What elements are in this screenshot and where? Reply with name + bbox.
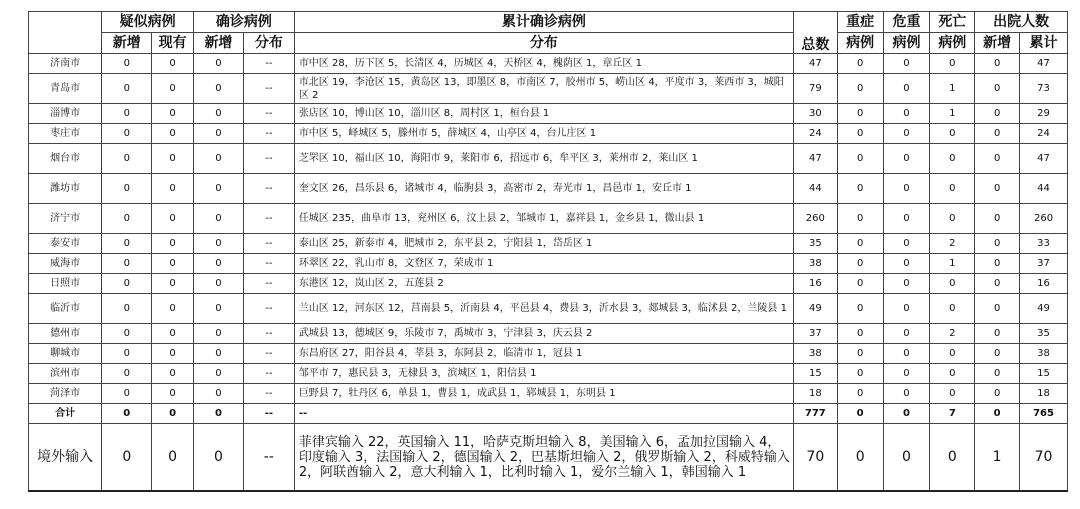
header-discharged-total: 累计: [1020, 33, 1068, 54]
table-row: [29, 324, 1068, 344]
row-severe: 0: [837, 124, 883, 144]
row-severe: 0: [837, 404, 883, 424]
row-total: 44: [793, 174, 837, 204]
row-suspected-new: 0: [102, 54, 152, 74]
row-critical: 0: [883, 54, 930, 74]
row-death: 1: [930, 254, 975, 274]
row-confirmed-distribution: --: [243, 54, 294, 74]
row-death: 0: [930, 384, 975, 404]
row-suspected-new: 0: [102, 384, 152, 404]
row-discharged-new: 0: [975, 124, 1020, 144]
row-severe: 0: [837, 324, 883, 344]
row-severe: 0: [837, 274, 883, 294]
row-severe: 0: [837, 254, 883, 274]
row-confirmed-new: 0: [193, 274, 243, 294]
row-suspected-new: 0: [102, 404, 152, 424]
row-suspected-new: 0: [102, 294, 152, 324]
row-confirmed-new: 0: [193, 234, 243, 254]
row-discharged-total: 37: [1020, 254, 1068, 274]
row-region: 潍坊市: [29, 174, 102, 204]
table-row: [29, 104, 1068, 124]
row-critical: 0: [883, 104, 930, 124]
row-total: 79: [793, 74, 837, 104]
row-suspected-current: 0: [152, 104, 194, 124]
header-severe: 重症: [837, 12, 883, 33]
header-row-top: [29, 12, 1068, 33]
row-total: 47: [793, 54, 837, 74]
row-severe: 0: [837, 344, 883, 364]
row-total: 18: [793, 384, 837, 404]
row-discharged-total: 16: [1020, 274, 1068, 294]
row-discharged-new: 0: [975, 204, 1020, 234]
table-row: [29, 204, 1068, 234]
row-cumulative-distribution: 市中区 5，峄城区 5，滕州市 5，薛城区 4，山亭区 4，台儿庄区 1: [294, 124, 793, 144]
row-confirmed-new: 0: [193, 124, 243, 144]
row-total: 35: [793, 234, 837, 254]
row-region: 青岛市: [29, 74, 102, 104]
table-row: [29, 144, 1068, 174]
row-total: 49: [793, 294, 837, 324]
row-suspected-new: 0: [102, 144, 152, 174]
row-confirmed-new: 0: [193, 144, 243, 174]
row-critical: 0: [883, 424, 930, 492]
row-discharged-total: 33: [1020, 234, 1068, 254]
row-death: 0: [930, 144, 975, 174]
header-cumulative-distribution: 分布: [294, 33, 793, 54]
row-confirmed-new: 0: [193, 364, 243, 384]
row-death: 0: [930, 424, 975, 492]
row-suspected-new: 0: [102, 254, 152, 274]
row-discharged-total: 47: [1020, 144, 1068, 174]
row-confirmed-new: 0: [193, 74, 243, 104]
row-total: 16: [793, 274, 837, 294]
row-confirmed-new: 0: [193, 174, 243, 204]
row-cumulative-distribution: 奎文区 26，昌乐县 6，诸城市 4，临朐县 3，高密市 2，寿光市 1，昌邑市 1，安丘市 1: [294, 174, 793, 204]
row-confirmed-new: 0: [193, 324, 243, 344]
row-total: 24: [793, 124, 837, 144]
header-suspected-new: 新增: [102, 33, 152, 54]
row-discharged-new: 0: [975, 364, 1020, 384]
row-death: 1: [930, 104, 975, 124]
row-suspected-new: 0: [102, 424, 152, 492]
case-statistics-table: [28, 11, 1068, 492]
foreign-import-row: [29, 424, 1068, 492]
row-region: 日照市: [29, 274, 102, 294]
row-suspected-current: 0: [152, 204, 194, 234]
table-row: [29, 124, 1068, 144]
row-confirmed-distribution: --: [243, 364, 294, 384]
row-severe: 0: [837, 204, 883, 234]
row-discharged-new: 0: [975, 144, 1020, 174]
row-discharged-total: 47: [1020, 54, 1068, 74]
row-suspected-current: 0: [152, 344, 194, 364]
row-critical: 0: [883, 364, 930, 384]
table-row: [29, 364, 1068, 384]
row-region: 菏泽市: [29, 384, 102, 404]
row-death: 2: [930, 324, 975, 344]
row-critical: 0: [883, 324, 930, 344]
row-severe: 0: [837, 384, 883, 404]
header-confirmed-new: 新增: [193, 33, 243, 54]
row-region: 临沂市: [29, 294, 102, 324]
row-critical: 0: [883, 124, 930, 144]
row-confirmed-distribution: --: [243, 234, 294, 254]
row-confirmed-new: 0: [193, 104, 243, 124]
row-confirmed-distribution: --: [243, 124, 294, 144]
header-confirmed: 确诊病例: [193, 12, 294, 33]
row-death: 2: [930, 234, 975, 254]
row-confirmed-distribution: --: [243, 424, 294, 492]
row-discharged-new: 0: [975, 294, 1020, 324]
row-cumulative-distribution: 兰山区 12，河东区 12，莒南县 5，沂南县 4，平邑县 4，费县 3，沂水县 3，郯城县 3，临沭县 2，兰陵县 1: [294, 294, 793, 324]
row-total: 30: [793, 104, 837, 124]
row-region: 泰安市: [29, 234, 102, 254]
row-confirmed-distribution: --: [243, 144, 294, 174]
row-cumulative-distribution: 市中区 28，历下区 5，长清区 4，历城区 4，天桥区 4，槐荫区 1，章丘区 1: [294, 54, 793, 74]
row-discharged-new: 0: [975, 104, 1020, 124]
row-cumulative-distribution: 东港区 12，岚山区 2，五莲县 2: [294, 274, 793, 294]
row-suspected-current: 0: [152, 404, 194, 424]
row-death: 1: [930, 74, 975, 104]
row-suspected-new: 0: [102, 324, 152, 344]
row-region: 济南市: [29, 54, 102, 74]
row-death: 0: [930, 124, 975, 144]
row-suspected-current: 0: [152, 324, 194, 344]
row-discharged-new: 0: [975, 234, 1020, 254]
row-suspected-current: 0: [152, 294, 194, 324]
row-region: 聊城市: [29, 344, 102, 364]
table-row: [29, 54, 1068, 74]
row-confirmed-distribution: --: [243, 174, 294, 204]
row-suspected-current: 0: [152, 234, 194, 254]
row-cumulative-distribution: 邹平市 7，惠民县 3，无棣县 3，滨城区 1，阳信县 1: [294, 364, 793, 384]
row-total: 260: [793, 204, 837, 234]
header-confirmed-distribution: 分布: [243, 33, 294, 54]
table-row: [29, 344, 1068, 364]
row-discharged-new: 0: [975, 274, 1020, 294]
row-suspected-current: 0: [152, 424, 194, 492]
header-critical-cases: 病例: [883, 33, 930, 54]
row-suspected-current: 0: [152, 174, 194, 204]
row-confirmed-new: 0: [193, 204, 243, 234]
row-confirmed-new: 0: [193, 384, 243, 404]
header-total: 总数: [793, 12, 837, 54]
total-row: [29, 404, 1068, 424]
row-suspected-new: 0: [102, 74, 152, 104]
row-cumulative-distribution: 任城区 235，曲阜市 13，兖州区 6，汶上县 2，邹城市 1，嘉祥县 1，金乡县 1，微山县 1: [294, 204, 793, 234]
row-critical: 0: [883, 384, 930, 404]
header-suspected: 疑似病例: [102, 12, 194, 33]
row-cumulative-distribution: 东昌府区 27，阳谷县 4，莘县 3，东阿县 2，临清市 1，冠县 1: [294, 344, 793, 364]
row-confirmed-distribution: --: [243, 344, 294, 364]
row-confirmed-new: 0: [193, 344, 243, 364]
row-discharged-total: 765: [1020, 404, 1068, 424]
row-critical: 0: [883, 174, 930, 204]
row-cumulative-distribution: --: [294, 404, 793, 424]
row-discharged-total: 18: [1020, 384, 1068, 404]
row-discharged-total: 24: [1020, 124, 1068, 144]
row-discharged-total: 49: [1020, 294, 1068, 324]
row-suspected-current: 0: [152, 384, 194, 404]
row-severe: 0: [837, 294, 883, 324]
row-confirmed-new: 0: [193, 54, 243, 74]
row-confirmed-new: 0: [193, 404, 243, 424]
row-region: 烟台市: [29, 144, 102, 174]
row-cumulative-distribution: 市北区 19，李沧区 15，黄岛区 13，即墨区 8，市南区 7，胶州市 5，崂山区 4，平度市 3，莱西市 3，城阳区 2: [294, 74, 793, 104]
table-row: [29, 174, 1068, 204]
row-severe: 0: [837, 74, 883, 104]
table-row: [29, 294, 1068, 324]
header-critical: 危重: [883, 12, 930, 33]
row-confirmed-distribution: --: [243, 274, 294, 294]
row-discharged-new: 0: [975, 324, 1020, 344]
row-total: 777: [793, 404, 837, 424]
row-confirmed-distribution: --: [243, 74, 294, 104]
row-confirmed-distribution: --: [243, 204, 294, 234]
row-confirmed-distribution: --: [243, 254, 294, 274]
row-discharged-new: 0: [975, 384, 1020, 404]
row-cumulative-distribution: 环翠区 22，乳山市 8，文登区 7，荣成市 1: [294, 254, 793, 274]
row-confirmed-distribution: --: [243, 404, 294, 424]
row-severe: 0: [837, 144, 883, 174]
row-critical: 0: [883, 144, 930, 174]
row-severe: 0: [837, 424, 883, 492]
row-confirmed-distribution: --: [243, 384, 294, 404]
row-region: 枣庄市: [29, 124, 102, 144]
header-death: 死亡: [930, 12, 975, 33]
row-suspected-new: 0: [102, 174, 152, 204]
row-suspected-current: 0: [152, 274, 194, 294]
row-discharged-total: 35: [1020, 324, 1068, 344]
row-suspected-current: 0: [152, 254, 194, 274]
row-confirmed-distribution: --: [243, 294, 294, 324]
table-row: [29, 384, 1068, 404]
row-total: 37: [793, 324, 837, 344]
row-total: 70: [793, 424, 837, 492]
row-discharged-total: 15: [1020, 364, 1068, 384]
row-cumulative-distribution: 武城县 13，德城区 9，乐陵市 7，禹城市 3，宁津县 3，庆云县 2: [294, 324, 793, 344]
row-critical: 0: [883, 294, 930, 324]
row-critical: 0: [883, 404, 930, 424]
header-discharged-new: 新增: [975, 33, 1020, 54]
row-discharged-new: 0: [975, 254, 1020, 274]
row-suspected-new: 0: [102, 124, 152, 144]
row-discharged-total: 70: [1020, 424, 1068, 492]
row-cumulative-distribution: 巨野县 7，牡丹区 6，单县 1，曹县 1，成武县 1，郓城县 1，东明县 1: [294, 384, 793, 404]
row-cumulative-distribution: 菲律宾输入 22，英国输入 11，哈萨克斯坦输入 8，美国输入 6，孟加拉国输入 4，印度输入 3，法国输入 2，德国输入 2，巴基斯坦输入 2，俄罗斯输入 2，科威特输入 2，阿联酋输入 2，意大利输入 1，比利时输入 1，爱尔兰输入 1，韩国输入 1: [294, 424, 793, 492]
row-discharged-new: 1: [975, 424, 1020, 492]
row-suspected-new: 0: [102, 344, 152, 364]
table-header: [29, 12, 1068, 54]
row-region: 威海市: [29, 254, 102, 274]
row-total: 15: [793, 364, 837, 384]
row-suspected-new: 0: [102, 274, 152, 294]
row-discharged-total: 38: [1020, 344, 1068, 364]
row-critical: 0: [883, 74, 930, 104]
row-region: 境外输入: [29, 424, 102, 492]
row-discharged-new: 0: [975, 74, 1020, 104]
row-region: 淄博市: [29, 104, 102, 124]
row-confirmed-new: 0: [193, 254, 243, 274]
row-total: 47: [793, 144, 837, 174]
table-row: [29, 234, 1068, 254]
row-discharged-total: 260: [1020, 204, 1068, 234]
row-suspected-new: 0: [102, 204, 152, 234]
row-suspected-current: 0: [152, 74, 194, 104]
row-confirmed-distribution: --: [243, 324, 294, 344]
row-severe: 0: [837, 364, 883, 384]
row-total: 38: [793, 344, 837, 364]
row-death: 0: [930, 274, 975, 294]
table-row: [29, 274, 1068, 294]
row-death: 0: [930, 364, 975, 384]
row-critical: 0: [883, 254, 930, 274]
row-region: 德州市: [29, 324, 102, 344]
row-total: 38: [793, 254, 837, 274]
header-region-blank: [29, 12, 102, 54]
row-discharged-new: 0: [975, 404, 1020, 424]
row-death: 0: [930, 54, 975, 74]
row-critical: 0: [883, 234, 930, 254]
row-death: 0: [930, 294, 975, 324]
row-confirmed-new: 0: [193, 294, 243, 324]
row-severe: 0: [837, 104, 883, 124]
row-discharged-new: 0: [975, 54, 1020, 74]
row-critical: 0: [883, 344, 930, 364]
header-discharged: 出院人数: [975, 12, 1068, 33]
row-suspected-current: 0: [152, 124, 194, 144]
row-discharged-total: 44: [1020, 174, 1068, 204]
header-row-sub: [29, 33, 1068, 54]
row-suspected-new: 0: [102, 234, 152, 254]
row-cumulative-distribution: 张店区 10，博山区 10，淄川区 8，周村区 1，桓台县 1: [294, 104, 793, 124]
row-suspected-current: 0: [152, 54, 194, 74]
row-region: 滨州市: [29, 364, 102, 384]
row-severe: 0: [837, 174, 883, 204]
row-region: 合计: [29, 404, 102, 424]
row-discharged-total: 73: [1020, 74, 1068, 104]
row-severe: 0: [837, 234, 883, 254]
row-death: 7: [930, 404, 975, 424]
report-table-container: [28, 11, 1068, 492]
row-suspected-current: 0: [152, 144, 194, 174]
header-severe-cases: 病例: [837, 33, 883, 54]
row-death: 0: [930, 204, 975, 234]
row-suspected-new: 0: [102, 364, 152, 384]
table-body: [29, 54, 1068, 492]
header-death-cases: 病例: [930, 33, 975, 54]
row-cumulative-distribution: 泰山区 25，新泰市 4，肥城市 2，东平县 2，宁阳县 1，岱岳区 1: [294, 234, 793, 254]
table-row: [29, 74, 1068, 104]
row-severe: 0: [837, 54, 883, 74]
table-row: [29, 254, 1068, 274]
row-discharged-new: 0: [975, 174, 1020, 204]
row-critical: 0: [883, 204, 930, 234]
row-suspected-new: 0: [102, 104, 152, 124]
row-cumulative-distribution: 芝罘区 10，福山区 10，海阳市 9，莱阳市 6，招远市 6，牟平区 3，莱州市 2，莱山区 1: [294, 144, 793, 174]
row-region: 济宁市: [29, 204, 102, 234]
row-death: 0: [930, 174, 975, 204]
row-discharged-total: 29: [1020, 104, 1068, 124]
header-suspected-current: 现有: [152, 33, 194, 54]
row-discharged-new: 0: [975, 344, 1020, 364]
header-cumulative: 累计确诊病例: [294, 12, 793, 33]
row-confirmed-new: 0: [193, 424, 243, 492]
row-death: 0: [930, 344, 975, 364]
row-suspected-current: 0: [152, 364, 194, 384]
row-critical: 0: [883, 274, 930, 294]
row-confirmed-distribution: --: [243, 104, 294, 124]
